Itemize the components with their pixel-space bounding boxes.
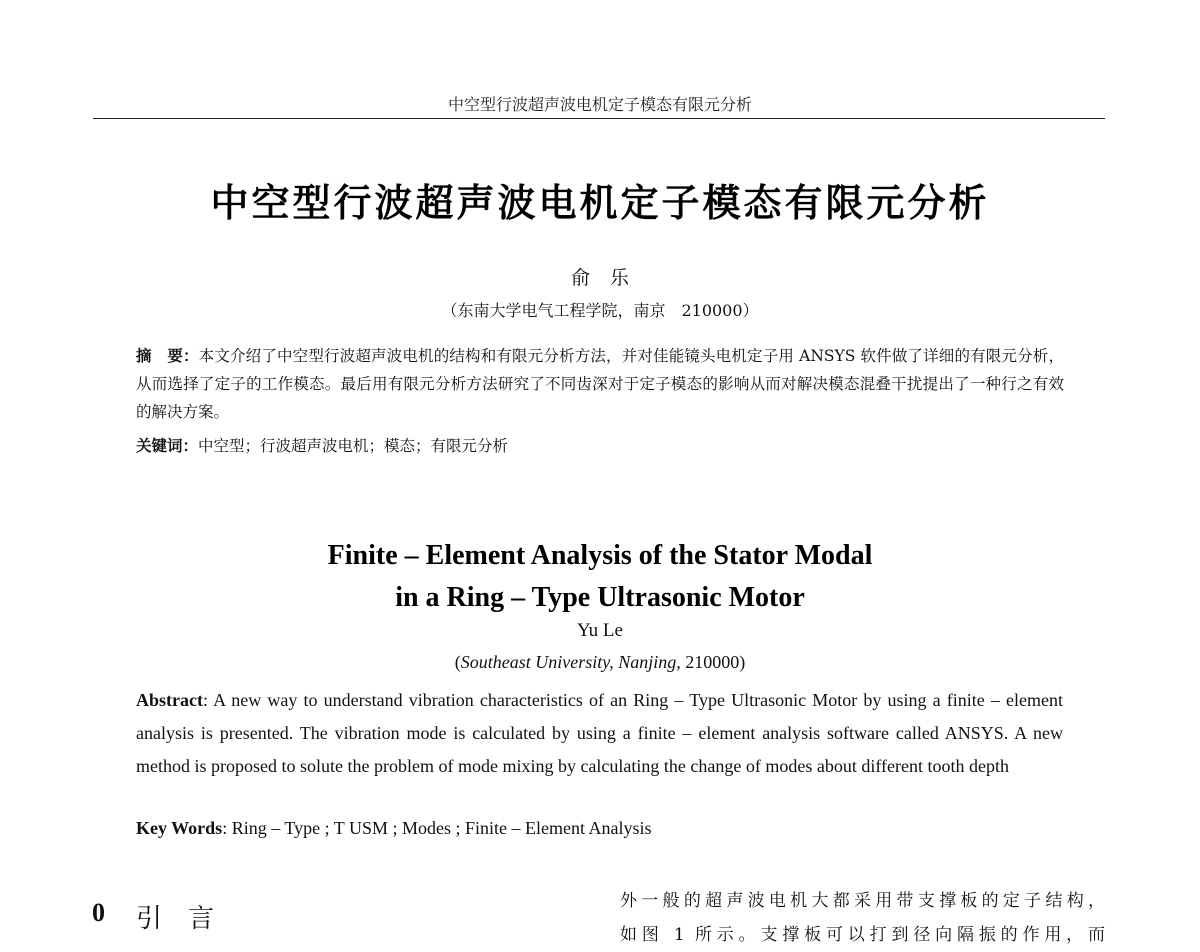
chinese-author: 俞乐 xyxy=(570,267,649,289)
affiliation-open-paren: ( xyxy=(454,652,461,672)
english-abstract-sep: : xyxy=(202,690,214,710)
chinese-keywords-label: 关键词： xyxy=(136,437,199,455)
english-abstract-label: Abstract xyxy=(136,690,203,710)
chinese-abstract-text: 本文介绍了中空型行波超声波电机的结构和有限元分析方法，并对佳能镜头电机定子用 ANSYS 软件做了详细的有限元分析，从而选择了定子的工作模态。最后用有限元分析方法研究了不同齿深对于定子模态的影响从而对解决模态混叠干扰提出了一种行之有效的解决方案。 xyxy=(136,347,1064,421)
running-head: 中空型行波超声波电机定子模态有限元分析 xyxy=(447,95,752,114)
chinese-keywords-text: 中空型；行波超声波电机；模态；有限元分析 xyxy=(198,437,509,455)
english-abstract xyxy=(136,684,1063,783)
right-column-text xyxy=(620,884,1105,952)
english-affiliation xyxy=(0,652,1200,673)
affiliation-institution: Southeast University, Nanjing, xyxy=(460,652,681,672)
chinese-keywords xyxy=(136,434,508,456)
english-title xyxy=(0,535,1200,619)
header-rule xyxy=(93,118,1105,119)
english-keywords-text: Ring – Type ; T USM ; Modes ; Finite – Element Analysis xyxy=(231,818,652,838)
right-column-line1: 外一般的超声波电机大都采用带支撑板的定子结构， xyxy=(620,891,1105,911)
english-keywords-label: Key Words xyxy=(136,818,223,838)
english-title-line2: in a Ring – Type Ultrasonic Motor xyxy=(395,582,805,613)
chinese-title: 中空型行波超声波电机定子模态有限元分析 xyxy=(210,181,990,225)
english-abstract-text: A new way to understand vibration characteristics of an Ring – Type Ultrasonic Motor by using a finite – element analysis is presented. The vibration mode is calculated by using a finite – element analysis software called ANSYS. A new method is proposed to solute the problem of mode mixing by calculating the change of modes about different tooth depth xyxy=(136,690,1063,776)
english-author: Yu Le xyxy=(577,620,623,641)
section-number: 0 xyxy=(92,898,105,927)
affiliation-postcode: 210000) xyxy=(680,652,746,672)
section-title: 引言 xyxy=(136,904,241,934)
english-title-line1: Finite – Element Analysis of the Stator Modal xyxy=(327,540,873,571)
right-column-line2: 如图 1 所示。支撑板可以打到径向隔振的作用，而 xyxy=(620,925,1105,945)
chinese-abstract-label: 摘 要： xyxy=(136,347,199,365)
english-keywords xyxy=(136,818,651,839)
english-keywords-sep: : xyxy=(222,818,232,838)
chinese-affiliation: （东南大学电气工程学院，南京 210000） xyxy=(441,301,759,320)
chinese-abstract xyxy=(136,342,1064,426)
